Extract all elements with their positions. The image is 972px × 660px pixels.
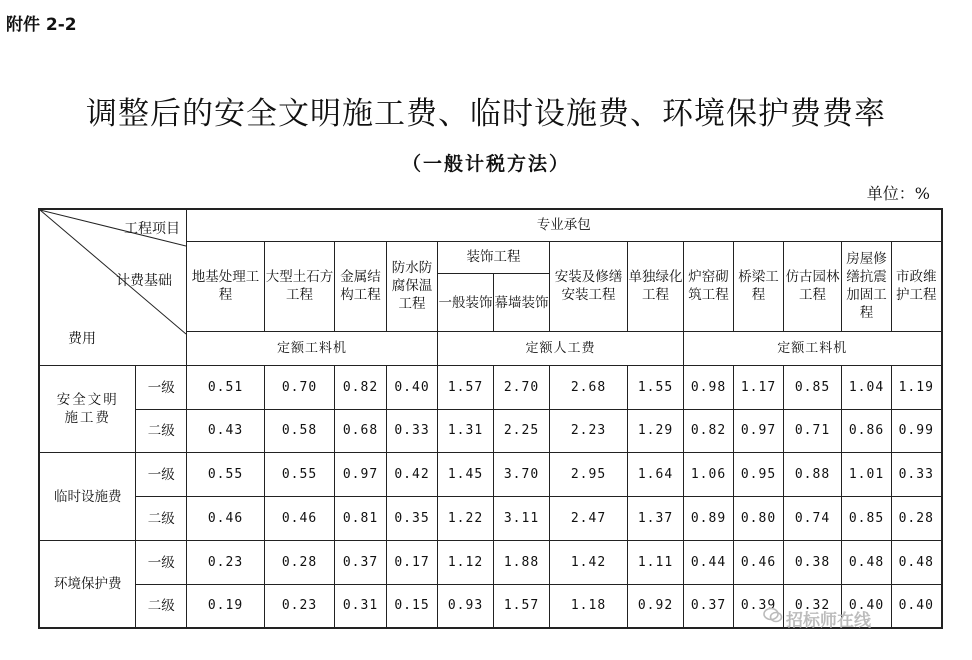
- rate-cell: 1.45: [438, 453, 494, 497]
- rate-cell: 0.55: [265, 453, 335, 497]
- level-label: 一级: [136, 541, 187, 585]
- rate-cell: 0.31: [335, 585, 387, 628]
- fee-name-temporary: 临时设施费: [39, 453, 136, 541]
- rate-cell: 0.85: [784, 366, 842, 410]
- col-header-metal: 金属结构工程: [335, 241, 387, 332]
- col-header-furnace: 炉窑砌筑工程: [684, 241, 734, 332]
- fee-name-environment: 环境保护费: [39, 541, 136, 628]
- col-header-waterproof: 防水防腐保温工程: [387, 241, 438, 332]
- rate-cell: 0.33: [892, 453, 942, 497]
- rate-cell: 1.04: [842, 366, 892, 410]
- rate-cell: 1.17: [734, 366, 784, 410]
- rate-cell: 1.57: [438, 366, 494, 410]
- col-header-bridge: 桥梁工程: [734, 241, 784, 332]
- level-label: 一级: [136, 453, 187, 497]
- page-subtitle: （一般计税方法）: [401, 153, 570, 175]
- wechat-icon: [763, 607, 783, 623]
- rate-cell: 0.42: [387, 453, 438, 497]
- rate-cell: 0.23: [265, 585, 335, 628]
- rate-cell: 0.43: [187, 410, 265, 453]
- table-row: [39, 497, 942, 541]
- rate-cell: 0.51: [187, 366, 265, 410]
- table-row: [39, 541, 942, 585]
- rate-cell: 0.15: [387, 585, 438, 628]
- fee-rate-table: [38, 208, 943, 629]
- rate-cell: 0.99: [892, 410, 942, 453]
- rate-cell: 2.25: [494, 410, 550, 453]
- rate-cell: 0.48: [842, 541, 892, 585]
- rate-cell: 2.70: [494, 366, 550, 410]
- rate-cell: 2.68: [550, 366, 628, 410]
- watermark: 招标师在线: [786, 611, 871, 631]
- level-label: 二级: [136, 585, 187, 628]
- rate-cell: 0.71: [784, 410, 842, 453]
- rate-cell: 0.97: [335, 453, 387, 497]
- rate-cell: 0.44: [684, 541, 734, 585]
- rate-cell: 0.33: [387, 410, 438, 453]
- rate-cell: 0.81: [335, 497, 387, 541]
- rate-cell: 1.64: [628, 453, 684, 497]
- rate-cell: 0.82: [335, 366, 387, 410]
- rate-cell: 0.46: [734, 541, 784, 585]
- rate-cell: 1.42: [550, 541, 628, 585]
- col-header-antique-garden: 仿古园林工程: [784, 241, 842, 332]
- level-label: 二级: [136, 497, 187, 541]
- rate-cell: 1.88: [494, 541, 550, 585]
- rate-cell: 0.74: [784, 497, 842, 541]
- rate-cell: 0.93: [438, 585, 494, 628]
- col-header-earthwork: 大型土石方工程: [265, 241, 335, 332]
- basis-header-label: 计费基础: [116, 273, 172, 289]
- rate-cell: 0.48: [892, 541, 942, 585]
- rate-cell: 1.55: [628, 366, 684, 410]
- rate-cell: 0.38: [784, 541, 842, 585]
- project-header-label: 工程项目: [124, 221, 180, 237]
- rate-cell: 0.28: [892, 497, 942, 541]
- corner-header: [39, 209, 187, 366]
- col-header-greening: 单独绿化工程: [628, 241, 684, 332]
- rate-cell: 0.86: [842, 410, 892, 453]
- rate-cell: 0.32: [784, 585, 842, 628]
- rate-cell: 1.19: [892, 366, 942, 410]
- table-row: [39, 410, 942, 453]
- rate-cell: 0.98: [684, 366, 734, 410]
- rate-cell: 2.95: [550, 453, 628, 497]
- rate-cell: 1.57: [494, 585, 550, 628]
- rate-cell: 0.68: [335, 410, 387, 453]
- rate-cell: 3.70: [494, 453, 550, 497]
- rate-cell: 3.11: [494, 497, 550, 541]
- rate-cell: 0.37: [684, 585, 734, 628]
- basis-cost-materials-1: 定额工料机: [187, 332, 438, 366]
- rate-cell: 2.47: [550, 497, 628, 541]
- basis-cost-materials-2: 定额工料机: [684, 332, 942, 366]
- col-header-installation: 安装及修缮安装工程: [550, 241, 628, 332]
- page-title: 调整后的安全文明施工费、临时设施费、环境保护费费率: [86, 96, 886, 132]
- rate-cell: 0.40: [892, 585, 942, 628]
- rate-cell: 0.23: [187, 541, 265, 585]
- rate-cell: 1.18: [550, 585, 628, 628]
- rate-cell: 1.31: [438, 410, 494, 453]
- rate-cell: 1.01: [842, 453, 892, 497]
- level-label: 二级: [136, 410, 187, 453]
- rate-cell: 1.29: [628, 410, 684, 453]
- unit-label: 单位：%: [866, 184, 930, 203]
- table-row: [39, 453, 942, 497]
- professional-contracting-header: 专业承包: [187, 209, 942, 241]
- attachment-label: 附件 2-2: [6, 15, 77, 35]
- rate-cell: 0.80: [734, 497, 784, 541]
- rate-cell: 0.39: [734, 585, 784, 628]
- rate-cell: 1.37: [628, 497, 684, 541]
- col-header-municipal: 市政维护工程: [892, 241, 942, 332]
- table-row: [39, 366, 942, 410]
- rate-cell: 0.92: [628, 585, 684, 628]
- rate-cell: 0.82: [684, 410, 734, 453]
- col-header-decoration-group: 装饰工程: [438, 241, 550, 274]
- fee-header-label: 费用: [68, 331, 96, 347]
- col-header-foundation: 地基处理工程: [187, 241, 265, 332]
- rate-cell: 0.28: [265, 541, 335, 585]
- rate-cell: 0.35: [387, 497, 438, 541]
- rate-cell: 0.85: [842, 497, 892, 541]
- rate-cell: 0.37: [335, 541, 387, 585]
- fee-name-safety: 安全文明施工费: [39, 366, 136, 453]
- rate-cell: 0.89: [684, 497, 734, 541]
- rate-cell: 0.88: [784, 453, 842, 497]
- col-header-curtain-wall: 幕墙装饰: [494, 274, 550, 332]
- rate-cell: 2.23: [550, 410, 628, 453]
- rate-cell: 0.40: [387, 366, 438, 410]
- rate-cell: 0.46: [187, 497, 265, 541]
- col-header-house-repair: 房屋修缮抗震加固工程: [842, 241, 892, 332]
- rate-cell: 1.22: [438, 497, 494, 541]
- rate-cell: 0.58: [265, 410, 335, 453]
- basis-labor-cost: 定额人工费: [438, 332, 684, 366]
- col-header-general-decoration: 一般装饰: [438, 274, 494, 332]
- rate-cell: 0.70: [265, 366, 335, 410]
- rate-cell: 1.06: [684, 453, 734, 497]
- level-label: 一级: [136, 366, 187, 410]
- rate-cell: 0.97: [734, 410, 784, 453]
- rate-cell: 1.12: [438, 541, 494, 585]
- rate-cell: 0.17: [387, 541, 438, 585]
- rate-cell: 0.46: [265, 497, 335, 541]
- rate-cell: 0.40: [842, 585, 892, 628]
- rate-cell: 0.55: [187, 453, 265, 497]
- rate-cell: 0.19: [187, 585, 265, 628]
- rate-cell: 1.11: [628, 541, 684, 585]
- rate-cell: 0.95: [734, 453, 784, 497]
